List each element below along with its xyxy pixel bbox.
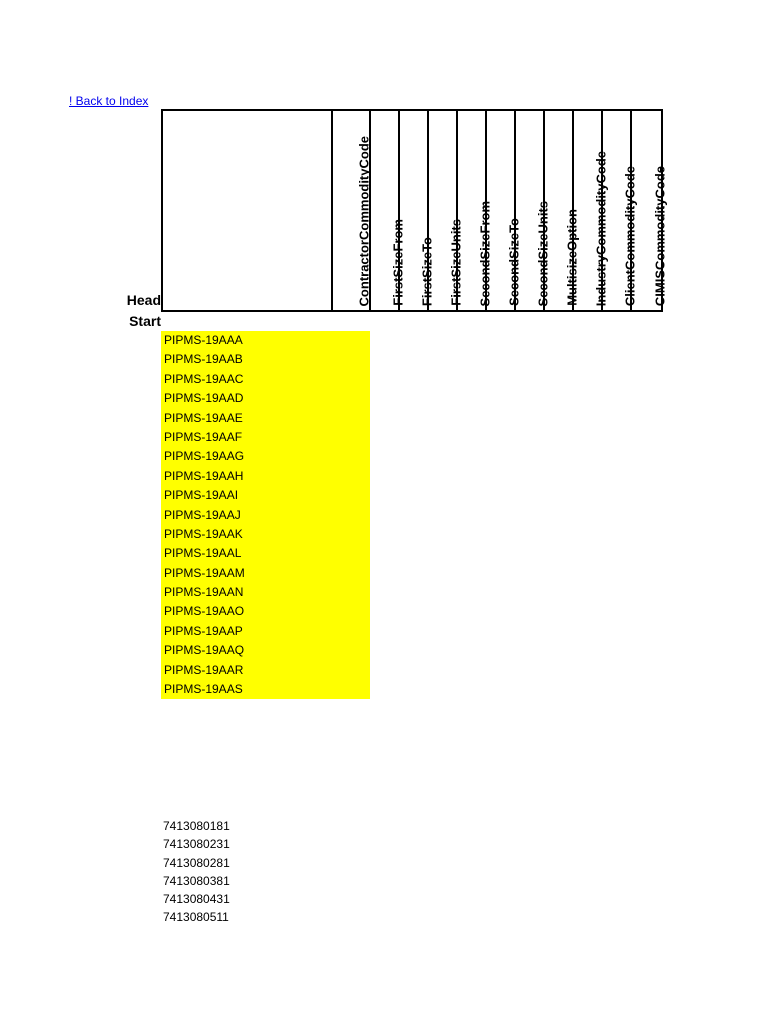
header-cell-second-size-from: [458, 111, 492, 310]
list-item: PIPMS-19AAO: [164, 604, 245, 619]
header-label: SecondSizeTo: [506, 218, 521, 306]
header-label: SecondSizeFrom: [477, 200, 492, 306]
header-cell-first-size-to: [400, 111, 434, 310]
header-cell-multisize-option: [545, 111, 579, 310]
list-item: PIPMS-19AAL: [164, 546, 242, 561]
header-cell-second-size-to: [487, 111, 521, 310]
list-item: PIPMS-19AAB: [164, 352, 243, 367]
list-item: 7413080431: [163, 892, 230, 907]
head-label: Head: [126, 292, 161, 308]
header-cell-contractor-commodity-code: [333, 111, 371, 310]
header-cell-second-size-units: [516, 111, 550, 310]
list-item: PIPMS-19AAF: [164, 429, 243, 444]
list-item: PIPMS-19AAA: [164, 333, 243, 347]
start-label: Start: [129, 313, 161, 329]
number-list: [163, 817, 230, 927]
list-item: PIPMS-19AAQ: [164, 643, 245, 658]
list-item: PIPMS-19AAP: [164, 623, 243, 638]
header-label: ClientCommodityCode: [622, 165, 637, 306]
header-label: IndustryCommodityCode: [593, 150, 608, 306]
commodity-code-list: [161, 331, 370, 699]
list-item: 7413080381: [163, 873, 230, 888]
list-item: PIPMS-19AAI: [164, 488, 239, 503]
header-label: FirstSizeTo: [419, 236, 434, 306]
list-item: PIPMS-19AAM: [164, 565, 245, 580]
header-cell-client-commodity-code: [603, 111, 637, 310]
list-item: PIPMS-19AAD: [164, 391, 244, 406]
list-item: 7413080511: [163, 910, 229, 925]
list-item: PIPMS-19AAN: [164, 585, 244, 600]
list-item: PIPMS-19AAK: [164, 526, 243, 541]
list-item: PIPMS-19AAE: [164, 410, 243, 425]
list-item: 7413080281: [163, 855, 230, 870]
header-label: FirstSizeFrom: [390, 219, 405, 306]
list-item: PIPMS-19AAG: [164, 449, 245, 464]
header-cell-first-size-units: [429, 111, 463, 310]
header-cell-industry-commodity-code: [574, 111, 608, 310]
list-item: PIPMS-19AAS: [164, 682, 243, 697]
list-item: PIPMS-19AAR: [164, 662, 244, 677]
header-label: CIMISCommodityCode: [652, 165, 667, 306]
header-label: MultisizeOption: [564, 209, 579, 306]
header-cell-cimis-commodity-code: [632, 111, 667, 310]
header-label: SecondSizeUnits: [535, 200, 550, 306]
header-label: FirstSizeUnits: [448, 219, 463, 306]
list-item: 7413080231: [163, 837, 230, 852]
header-blank-cell: [163, 111, 333, 310]
list-item: PIPMS-19AAJ: [164, 507, 241, 522]
list-item: PIPMS-19AAH: [164, 468, 244, 483]
list-item: 7413080181: [163, 819, 230, 833]
back-to-index-link[interactable]: ! Back to Index: [69, 94, 149, 108]
header-label: ContractorCommodityCode: [356, 135, 372, 306]
column-header-block: [161, 109, 667, 312]
header-cell-first-size-from: [371, 111, 405, 310]
list-item: PIPMS-19AAC: [164, 371, 244, 386]
